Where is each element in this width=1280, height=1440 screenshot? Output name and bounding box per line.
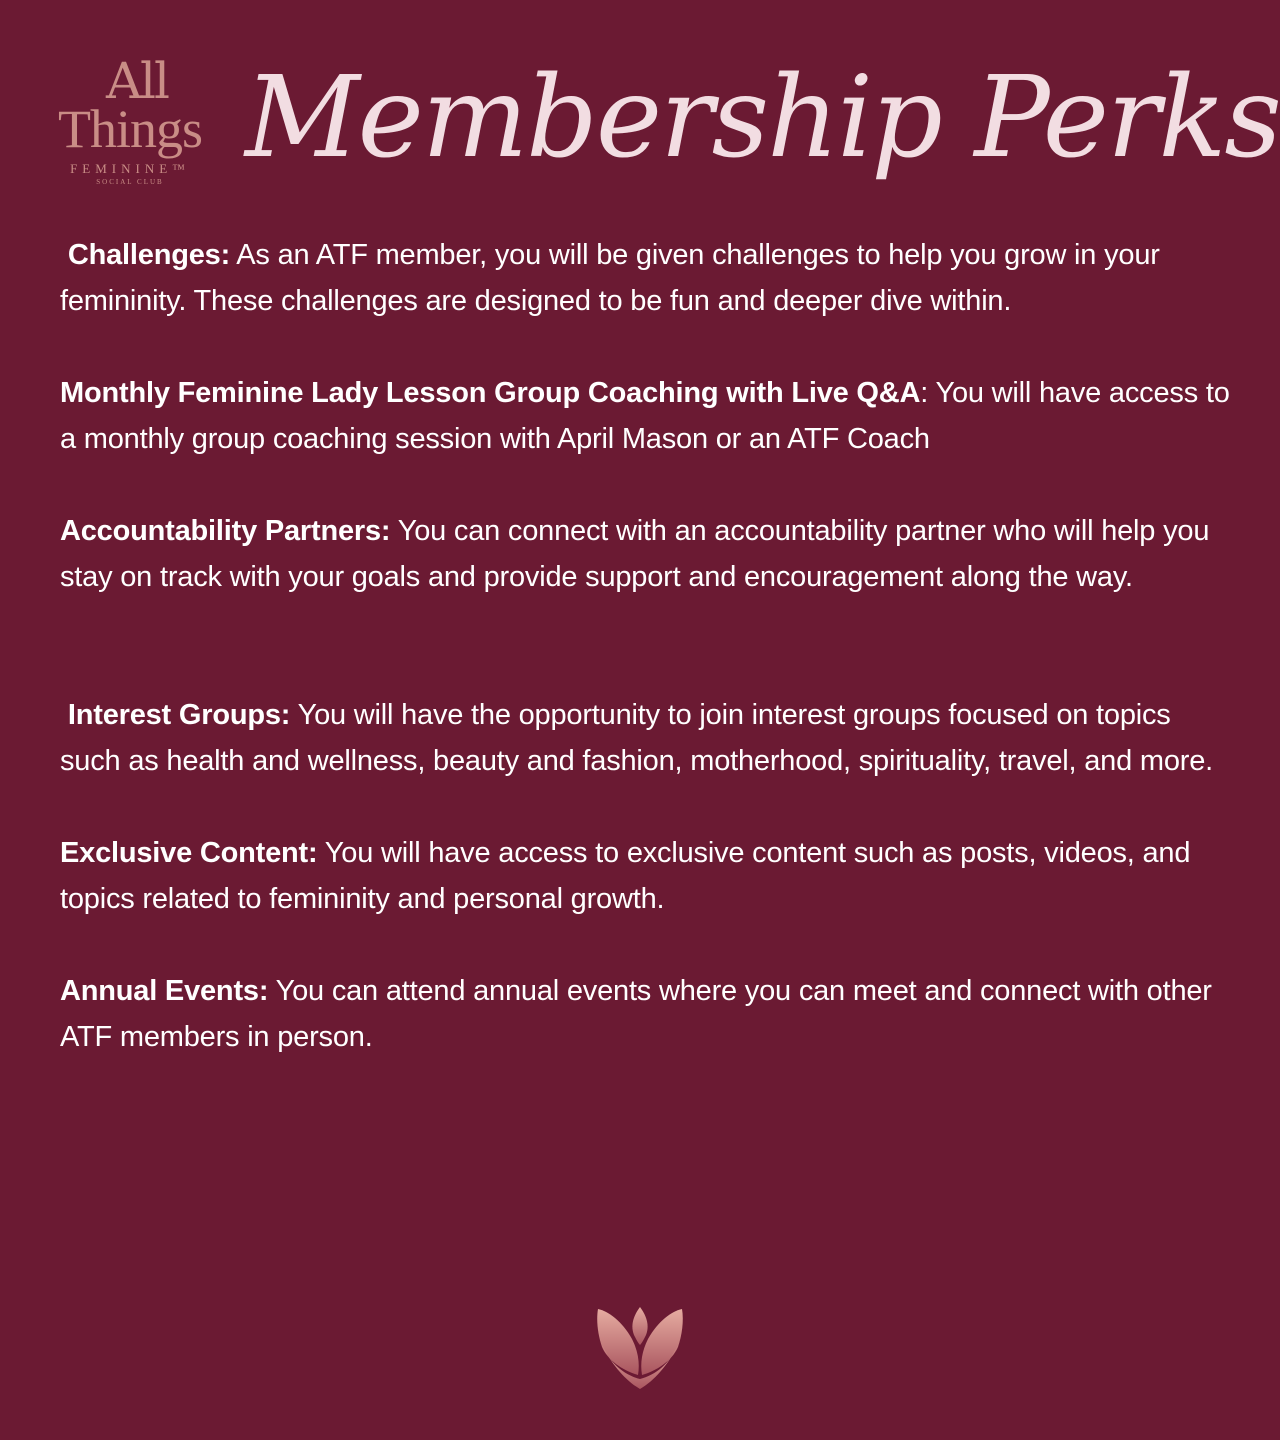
perk-accountability-partners <box>60 508 1230 600</box>
perks-list <box>60 232 1230 1106</box>
perk-text: : You will have access to a monthly group coaching session with April Mason or an ATF Coach <box>60 377 1230 455</box>
perk-label: Monthly Feminine Lady Lesson Group Coaching with Live Q&A <box>60 377 921 409</box>
perk-lead-space <box>60 239 68 271</box>
perk-label: Annual Events: <box>60 975 269 1007</box>
perk-label: Accountability Partners: <box>60 515 391 547</box>
logo-line-all: All <box>105 52 169 110</box>
perk-annual-events <box>60 968 1230 1060</box>
logo-line-things: Things <box>57 99 202 159</box>
perk-text: You can connect with an accountability partner who will help you stay on track with your goals and provide support and encouragement along the way. <box>60 515 1210 593</box>
perk-label: Challenges: <box>67 239 231 271</box>
perk-interest-groups <box>60 692 1230 784</box>
perk-challenges <box>60 232 1230 324</box>
logo-line-social-club: SOCIAL CLUB <box>96 178 164 186</box>
perk-label: Interest Groups: <box>67 699 291 731</box>
perk-text: You will have access to exclusive content such as posts, videos, and topics related to femininity and personal growth. <box>60 837 1191 915</box>
perk-text: As an ATF member, you will be given challenges to help you grow in your femininity. These challenges are designed to be fun and deeper dive within. <box>60 239 1160 317</box>
perk-exclusive-content <box>60 830 1230 922</box>
perk-text: You can attend annual events where you can meet and connect with other ATF members in person. <box>60 975 1212 1053</box>
header <box>0 0 1280 240</box>
perk-text: You will have the opportunity to join interest groups focused on topics such as health and wellness, beauty and fashion, motherhood, spirituality, travel, and more. <box>60 699 1214 777</box>
perk-group-coaching <box>60 370 1230 462</box>
tulip-icon <box>594 1305 686 1391</box>
page-title: Membership Perks <box>245 53 1280 183</box>
perk-label: Exclusive Content: <box>60 837 318 869</box>
brand-logo <box>50 52 210 190</box>
logo-line-feminine: FEMININE™ <box>70 161 190 176</box>
perk-lead-space <box>60 699 68 731</box>
